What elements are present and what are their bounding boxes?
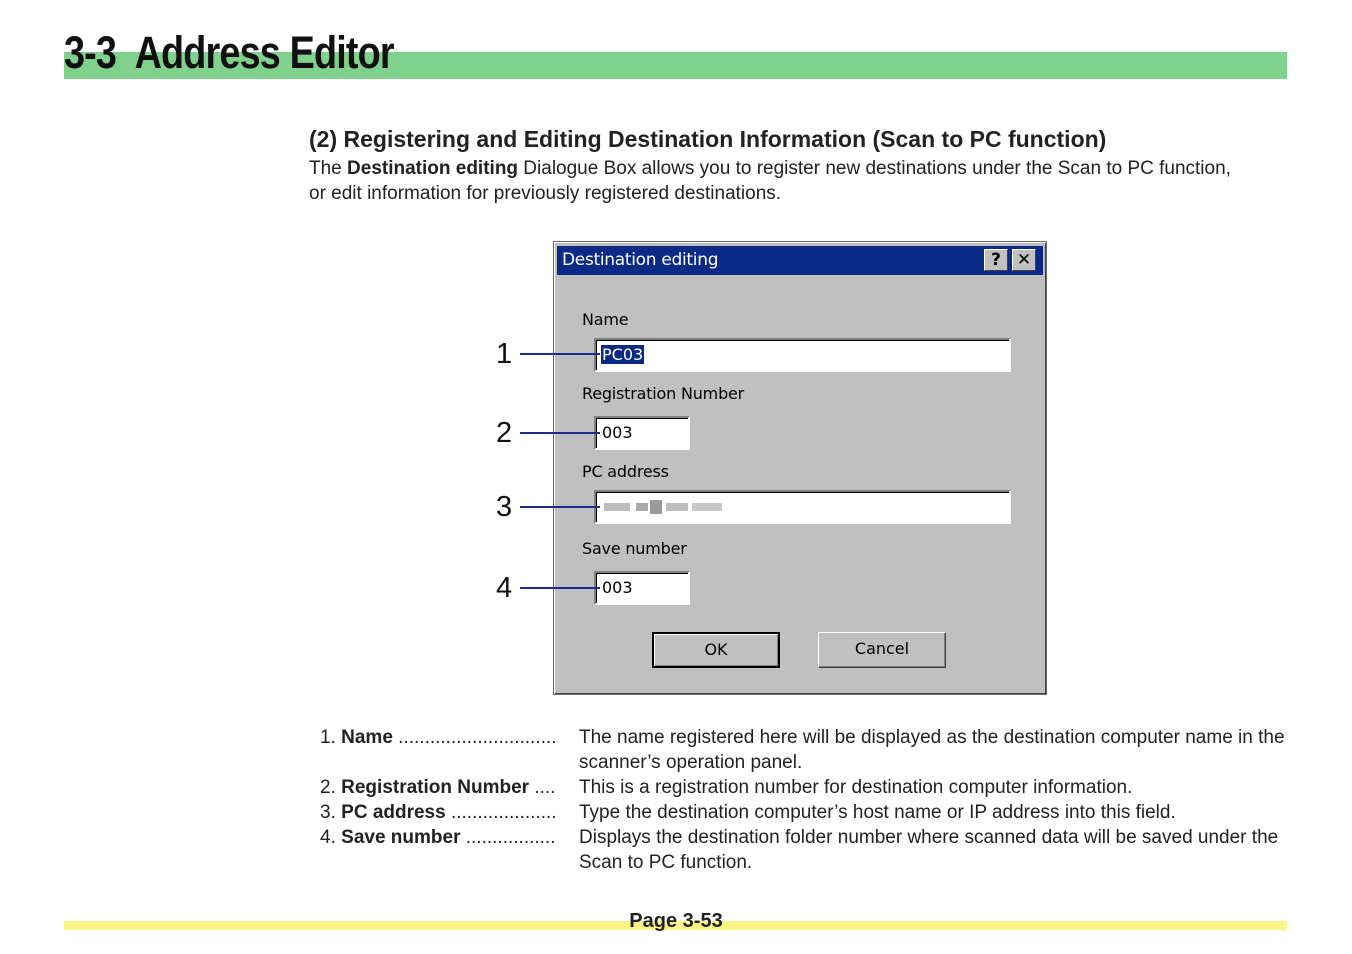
name-field[interactable] (594, 338, 1011, 372)
item-number: 2. (320, 777, 336, 798)
item-term: PC address (341, 802, 446, 823)
list-item (320, 725, 1300, 775)
destination-editing-dialog (553, 241, 1047, 695)
list-item (320, 775, 1300, 800)
blurred-address-segment (692, 503, 722, 511)
ok-button[interactable]: OK (652, 632, 780, 668)
registration-number-value: 003 (602, 423, 633, 442)
description-term (320, 825, 579, 875)
save-number-value: 003 (602, 578, 633, 597)
cancel-button[interactable]: Cancel (818, 632, 946, 668)
leader-dots: .............................. (392, 727, 557, 748)
callout-3: 3 (496, 491, 513, 523)
name-label: Name (582, 310, 629, 329)
section-number: 3-3 (64, 27, 117, 78)
blurred-address-segment (666, 503, 688, 511)
pc-address-field[interactable] (594, 490, 1011, 524)
description-text: Displays the destination folder number where scanned data will be saved under the Scan to PC function. (579, 827, 1279, 873)
item-number: 4. (320, 827, 336, 848)
save-number-field[interactable] (594, 571, 690, 605)
callout-line-3 (520, 506, 600, 508)
intro-paragraph (309, 156, 1239, 206)
item-term: Name (341, 727, 393, 748)
description-text: This is a registration number for destination computer information. (579, 777, 1133, 798)
description-term (320, 800, 579, 825)
description-text: Type the destination computer’s host name or IP address into this field. (579, 802, 1176, 823)
description-text: The name registered here will be displayed as the destination computer name in the scanner’s operation panel. (579, 727, 1285, 773)
field-description-list (320, 725, 1300, 875)
description-term (320, 725, 579, 775)
help-icon[interactable]: ? (984, 249, 1008, 271)
list-item (320, 825, 1300, 875)
callout-4: 4 (496, 572, 513, 604)
intro-before: The (309, 158, 348, 179)
blurred-address-segment (604, 503, 630, 511)
close-icon[interactable]: ✕ (1012, 249, 1036, 271)
save-number-label: Save number (582, 539, 687, 558)
section-title: Address Editor (134, 27, 394, 78)
item-term: Registration Number (341, 777, 530, 798)
item-term: Save number (341, 827, 461, 848)
callout-1: 1 (496, 338, 513, 370)
dialog-titlebar (557, 246, 1043, 275)
item-number: 3. (320, 802, 336, 823)
registration-number-field[interactable] (594, 416, 690, 450)
callout-line-1 (520, 353, 600, 355)
leader-dots: .... (529, 777, 556, 798)
dialog-title: Destination editing (562, 250, 719, 270)
intro-bold: Destination editing (347, 158, 519, 179)
item-number: 1. (320, 727, 336, 748)
callout-line-2 (520, 432, 600, 434)
intro-after: Dialogue Box allows you to register new destinations under the Scan to PC function, or edit information for previously registered destinations. (309, 158, 1231, 204)
list-item (320, 800, 1300, 825)
registration-number-label: Registration Number (582, 384, 745, 403)
name-value: PC03 (602, 345, 644, 364)
page-heading (64, 24, 394, 82)
description-term (320, 775, 579, 800)
pc-address-label: PC address (582, 462, 669, 481)
callout-line-4 (520, 587, 600, 589)
callout-2: 2 (496, 417, 513, 449)
leader-dots: .................... (445, 802, 557, 823)
blurred-address-segment (650, 500, 662, 514)
subsection-title: (2) Registering and Editing Destination Information (Scan to PC function) (309, 126, 1107, 152)
leader-dots: ................. (460, 827, 556, 848)
blurred-address-segment (636, 503, 648, 511)
page-number: Page 3-53 (629, 910, 723, 932)
